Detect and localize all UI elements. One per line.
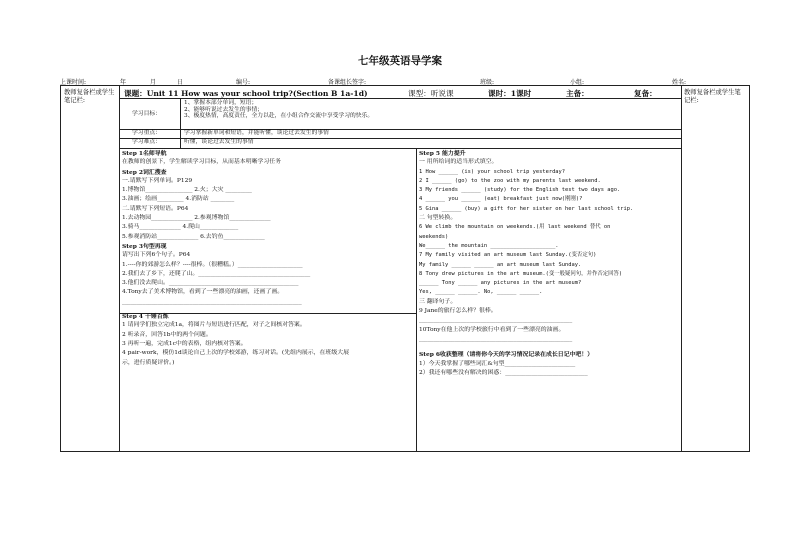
- text-line: ____________________________________________________: [419, 317, 573, 324]
- info-day: 日: [177, 79, 184, 86]
- right-column: [419, 149, 677, 378]
- lesson-hours: 课时：1课时: [488, 89, 532, 98]
- text-line: 3.油画；绘画_________ 4.消防站 ________: [122, 196, 235, 203]
- page-title: 七年级英语导学案: [358, 55, 442, 67]
- text-line: 一.请默写下列单词。P129: [122, 177, 193, 184]
- text-line: Yes, ______ ______. No, ______ ______.: [419, 289, 543, 296]
- info-year: 年: [120, 79, 127, 86]
- step-heading: Step 2词汇搜查: [122, 168, 167, 176]
- difficulty-label: 学习难点：: [132, 139, 161, 145]
- text-line: 二 句型转换。: [419, 215, 457, 222]
- goals-label: 学习目标：: [132, 111, 161, 117]
- text-line: 2 I ______ (go) to the zoo with my parents last weekend.: [419, 177, 601, 184]
- text-line: 请写出下列6个句子。P64: [122, 252, 191, 259]
- text-line: 1.----你的郊游怎么样？----很棒。（很糟糕。）______________________: [122, 261, 303, 268]
- divider: [416, 148, 417, 451]
- text-line: 1.博物馆________________ 2.火；大灾 _________: [122, 187, 252, 194]
- text-line: 1 How ______ (is) your school trip yesterday?: [419, 168, 566, 175]
- divider: [180, 98, 181, 149]
- info-name: 姓名:: [672, 79, 687, 86]
- info-number: 编号:: [236, 79, 251, 86]
- text-line: 6 We climb the mountain on weekends.(用 last weekend 替代 on: [419, 224, 611, 231]
- lesson-topic: 课题：Unit 11 How was your school trip?(Section B 1a-1d): [124, 89, 368, 98]
- text-line: My family ______ ______ an art museum last Sunday.: [419, 261, 582, 268]
- text-line: 1.去动物园______________ 2.参观博物馆______________: [122, 215, 271, 222]
- divider: [681, 86, 682, 451]
- info-signer: 备课组长签字:: [328, 79, 367, 86]
- text-line: 1 请同学们独立完成1a，将图片与短语进行匹配，对子之间核对答案。: [122, 322, 306, 329]
- text-line: 10Tony在他上次的学校旅行中看到了一些漂亮的油画。: [419, 326, 565, 333]
- goals-list: [184, 100, 373, 120]
- info-group: 小组:: [570, 79, 585, 86]
- goal-item: 1、掌握本部分单词，短语；: [184, 100, 258, 106]
- text-line: 9 Jane的旅行怎么样？很棒。: [419, 308, 497, 315]
- goal-item: 3、极度热情，高度责任，全力以赴，在小组合作交流中享受学习的快乐。: [184, 113, 374, 120]
- text-line: ______ Tony ______ any pictures in the art museum?: [419, 280, 582, 287]
- text-line: _____________________________________________________________: [122, 298, 302, 305]
- step-heading: Step 4 千锤百炼: [122, 313, 169, 321]
- info-month: 月: [150, 79, 157, 86]
- lesson-type: 课型：听说课: [408, 89, 454, 98]
- goal-item: 2、能够听说过去发生的事情；: [184, 106, 264, 113]
- text-line: ____________________________________________________: [419, 335, 573, 342]
- info-class: 班级:: [480, 79, 495, 86]
- text-line: 8 Tony drew pictures in the art museum.(变一般疑问句，并作否定回答): [419, 270, 623, 277]
- text-line: 3.骑马______________ 4.爬山_____________: [122, 224, 239, 231]
- text-line: 7 My family visited an art museum last Sunday.(变否定句): [419, 252, 597, 259]
- side-note-left: 教师复备栏或学生笔记栏:: [64, 89, 115, 104]
- text-line: 4 ______ you ______ (eat) breakfast just now(刚刚)?: [419, 196, 583, 203]
- text-line: 3 再听一遍，完成1c中的表格，组内核对答案。: [122, 340, 247, 347]
- text-line: 2 听录音，回答1b中的两个问题。: [122, 331, 212, 338]
- text-line: 2）我还有哪些没有解决的困惑：____________________________: [419, 369, 588, 376]
- key-points-label: 学习重点：: [132, 130, 161, 136]
- text-line: 1）今天我掌握了哪些词汇&句型________________________: [419, 360, 576, 367]
- left-column: [122, 149, 412, 368]
- text-line: 3.他们没去爬山。____________________________________________: [122, 280, 299, 287]
- text-line: We______ the mountain ____________________.: [419, 242, 559, 249]
- step-heading: Step 6收获整理（请将你今天的学习情况记录在成长日记中吧！）: [419, 351, 594, 359]
- text-line: 5 Gina ______ (buy) a gift for her sister on her last school trip.: [419, 205, 634, 212]
- key-points-text: 学习掌握新单词和短语，并能听懂，谈论过去发生的事情: [184, 130, 329, 136]
- text-line: 4 pair-work，模仿1d谈论自己上次的学校郊游，练习对话。(先组内展示，在班级大展: [122, 350, 349, 357]
- text-line: 三 翻译句子。: [419, 298, 457, 305]
- text-line: weekends): [419, 233, 449, 240]
- step-heading: Step 5 能力提升: [419, 150, 466, 157]
- text-line: 二.请默写下列短语。P64: [122, 205, 189, 212]
- info-date: 上课时间:: [60, 79, 87, 86]
- text-line: 示，进行质疑评价。): [122, 359, 175, 366]
- difficulty-text: 听懂，谈论过去发生的事情: [184, 139, 254, 145]
- lesson-review: 复备：: [634, 89, 657, 98]
- side-note-right: 教师复备栏或学生笔记栏:: [684, 89, 741, 104]
- text-line: 在教师的创景下，学生解读学习目标，从而基本明晰学习任务: [122, 159, 282, 166]
- step-heading: Step 3句型再现: [122, 242, 167, 250]
- divider: [119, 86, 120, 451]
- text-line: 4.Tony去了美术博物馆，看到了一些漂亮的油画，还画了画。: [122, 289, 284, 296]
- step-heading: Step 1名师导航: [122, 150, 167, 157]
- lesson-host: 主备：: [566, 89, 589, 98]
- text-line: 2.我们去了乡下，还爬了山。______________________________________: [122, 270, 311, 277]
- text-line: 5.参观消防站______________ 6.去钓鱼______________: [122, 233, 265, 240]
- text-line: 一 用所给词的适当形式填空。: [419, 159, 498, 166]
- text-line: 3 My friends ______ (study) for the English test two days ago.: [419, 187, 621, 194]
